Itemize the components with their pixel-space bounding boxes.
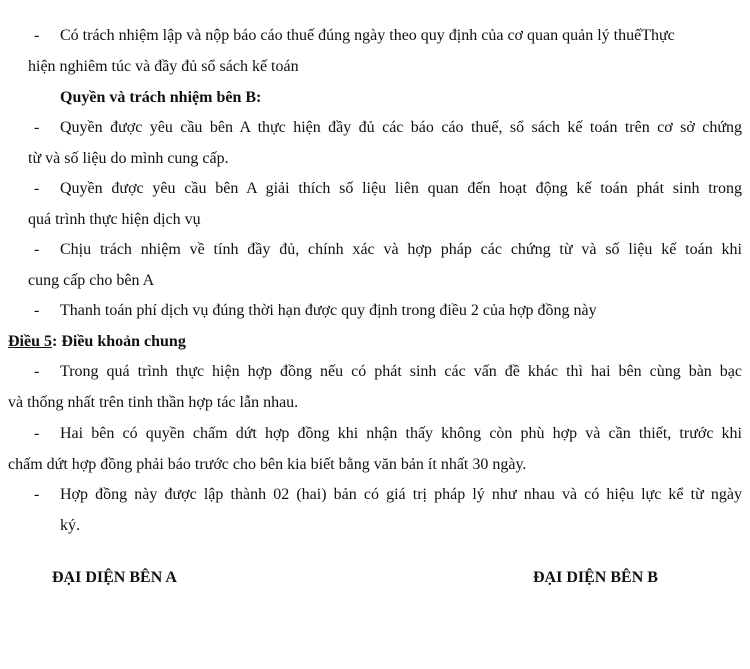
- list-item-line: cung cấp cho bên A: [28, 272, 155, 289]
- section-heading: Quyền và trách nhiệm bên B:: [60, 89, 262, 106]
- list-item-line: Chịu trách nhiệm về tính đầy đủ, chính xác và hợp pháp các chứng từ và số liệu kế toán khi: [60, 241, 742, 258]
- list-item-line: quá trình thực hiện dịch vụ: [28, 211, 201, 228]
- list-dash: -: [34, 241, 40, 258]
- paragraph-line: Có trách nhiệm lập và nộp báo cáo thuế đúng ngày theo quy định của cơ quan quản lý thuếThực: [60, 27, 675, 44]
- list-item-line: từ và số liệu do mình cung cấp.: [28, 150, 229, 167]
- list-item-line: ký.: [60, 517, 80, 534]
- list-dash: -: [34, 425, 40, 442]
- list-item-line: Thanh toán phí dịch vụ đúng thời hạn được quy định trong điều 2 của hợp đồng này: [60, 302, 597, 319]
- list-dash: -: [34, 486, 40, 503]
- list-item-line: và thống nhất trên tinh thần hợp tác lẫn nhau.: [8, 394, 299, 411]
- list-dash: -: [34, 27, 40, 44]
- signature-party-b: ĐẠI DIỆN BÊN B: [533, 569, 658, 586]
- list-dash: -: [34, 180, 40, 197]
- paragraph-line: hiện nghiêm túc và đầy đủ sổ sách kế toán: [28, 58, 299, 75]
- list-item-line: Quyền được yêu cầu bên A thực hiện đầy đủ các báo cáo thuế, sổ sách kế toán trên cơ sở chứng: [60, 119, 742, 136]
- list-item-line: Quyền được yêu cầu bên A giải thích số liệu liên quan đến hoạt động kế toán phát sinh trong: [60, 180, 742, 197]
- article-heading: [8, 332, 186, 352]
- article-label: Điều 5: [8, 333, 52, 350]
- list-item-line: Trong quá trình thực hiện hợp đồng nếu có phát sinh các vấn đề khác thì hai bên cùng bàn bạc: [60, 363, 742, 380]
- list-dash: -: [34, 363, 40, 380]
- article-title: : Điều khoản chung: [52, 333, 186, 350]
- list-item-line: chấm dứt hợp đồng phải báo trước cho bên kia biết bằng văn bản ít nhất 30 ngày.: [8, 456, 527, 473]
- list-item-line: Hợp đồng này được lập thành 02 (hai) bản có giá trị pháp lý như nhau và có hiệu lực kể từ ngày: [60, 486, 742, 503]
- list-dash: -: [34, 302, 40, 319]
- list-item-line: Hai bên có quyền chấm dứt hợp đồng khi nhận thấy không còn phù hợp và cần thiết, trước khi: [60, 425, 742, 442]
- signature-party-a: ĐẠI DIỆN BÊN A: [52, 569, 177, 586]
- list-dash: -: [34, 119, 40, 136]
